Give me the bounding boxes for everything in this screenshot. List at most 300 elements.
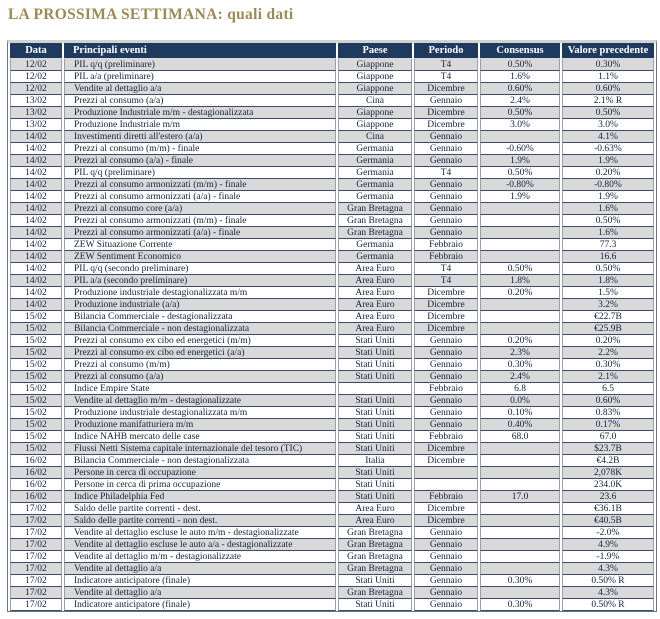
cell-event: Vendite al dettaglio m/m - destagionalizzate: [64, 395, 336, 407]
cell-event: Vendite al dettaglio escluse le auto m/m - destagionalizzate: [64, 527, 336, 539]
cell-country: Germania: [338, 143, 412, 155]
cell-date: 15/02: [10, 311, 62, 323]
cell-consensus: [480, 515, 560, 527]
cell-country: Gran Bretagna: [338, 215, 412, 227]
cell-previous-value: 1.1%: [562, 71, 654, 83]
cell-event: Bilancia Commerciale - non destagionalizzata: [64, 323, 336, 335]
cell-period: Dicembre: [414, 299, 478, 311]
cell-country: Area Euro: [338, 515, 412, 527]
cell-date: 14/02: [10, 227, 62, 239]
cell-event: Saldo delle partite correnti - non dest.: [64, 515, 336, 527]
cell-date: 13/02: [10, 95, 62, 107]
cell-previous-value: 3.0%: [562, 119, 654, 131]
cell-country: Germania: [338, 191, 412, 203]
cell-event: Vendite al dettaglio escluse le auto a/a - destagionalizzate: [64, 539, 336, 551]
cell-consensus: 1.9%: [480, 191, 560, 203]
cell-country: Gran Bretagna: [338, 539, 412, 551]
table-row: [10, 575, 654, 587]
cell-consensus: [480, 131, 560, 143]
cell-consensus: 2.3%: [480, 347, 560, 359]
cell-date: 15/02: [10, 347, 62, 359]
cell-period: Febbraio: [414, 251, 478, 263]
cell-country: Giappone: [338, 83, 412, 95]
cell-consensus: 1.8%: [480, 275, 560, 287]
cell-period: Dicembre: [414, 323, 478, 335]
cell-event: PIL a/a (secondo preliminare): [64, 275, 336, 287]
cell-previous-value: €40.5B: [562, 515, 654, 527]
cell-period: Dicembre: [414, 119, 478, 131]
cell-period: Dicembre: [414, 503, 478, 515]
cell-country: Italia: [338, 455, 412, 467]
cell-date: 17/02: [10, 551, 62, 563]
cell-consensus: 17.0: [480, 491, 560, 503]
cell-consensus: [480, 539, 560, 551]
cell-previous-value: 0.50% R: [562, 599, 654, 611]
cell-consensus: [480, 563, 560, 575]
column-header-data: Data: [10, 43, 62, 59]
cell-event: Produzione industriale destagionalizzata m/m: [64, 287, 336, 299]
cell-consensus: 1.9%: [480, 155, 560, 167]
cell-consensus: [480, 551, 560, 563]
cell-country: Stati Uniti: [338, 371, 412, 383]
cell-country: Stati Uniti: [338, 479, 412, 491]
cell-country: Germania: [338, 179, 412, 191]
table-row: [10, 215, 654, 227]
cell-event: Prezzi al consumo armonizzati (m/m) - finale: [64, 179, 336, 191]
table-row: [10, 143, 654, 155]
cell-consensus: 0.30%: [480, 575, 560, 587]
table-row: [10, 251, 654, 263]
cell-previous-value: 0.50%: [562, 263, 654, 275]
cell-consensus: [480, 467, 560, 479]
cell-event: Prezzi al consumo (a/a) - finale: [64, 155, 336, 167]
cell-country: Stati Uniti: [338, 491, 412, 503]
cell-consensus: [480, 323, 560, 335]
cell-event: Produzione Industriale m/m - destagionalizzata: [64, 107, 336, 119]
cell-period: Gennaio: [414, 335, 478, 347]
cell-consensus: 0.50%: [480, 167, 560, 179]
table-row: [10, 311, 654, 323]
cell-previous-value: 234.0K: [562, 479, 654, 491]
cell-consensus: [480, 443, 560, 455]
cell-previous-value: 4.3%: [562, 563, 654, 575]
cell-event: PIL q/q (preliminare): [64, 167, 336, 179]
cell-period: Gennaio: [414, 155, 478, 167]
cell-date: 17/02: [10, 527, 62, 539]
cell-period: Gennaio: [414, 539, 478, 551]
table-row: [10, 551, 654, 563]
table-row: [10, 95, 654, 107]
cell-consensus: -0.60%: [480, 143, 560, 155]
cell-country: Area Euro: [338, 311, 412, 323]
cell-period: [414, 479, 478, 491]
cell-country: Giappone: [338, 107, 412, 119]
table-row: [10, 515, 654, 527]
table-row: [10, 599, 654, 611]
cell-consensus: 0.0%: [480, 395, 560, 407]
cell-event: Prezzi al consumo (a/a): [64, 95, 336, 107]
cell-previous-value: 0.60%: [562, 395, 654, 407]
cell-previous-value: 0.30%: [562, 359, 654, 371]
cell-consensus: [480, 311, 560, 323]
cell-country: Stati Uniti: [338, 359, 412, 371]
cell-previous-value: 0.30%: [562, 59, 654, 71]
cell-period: Febbraio: [414, 431, 478, 443]
cell-previous-value: 2.1%: [562, 371, 654, 383]
table-row: [10, 407, 654, 419]
cell-period: Gennaio: [414, 551, 478, 563]
cell-consensus: [480, 455, 560, 467]
cell-consensus: -0.80%: [480, 179, 560, 191]
cell-period: Gennaio: [414, 227, 478, 239]
cell-country: Stati Uniti: [338, 335, 412, 347]
cell-event: Persone in cerca di prima occupazione: [64, 479, 336, 491]
cell-date: 15/02: [10, 359, 62, 371]
cell-consensus: 0.10%: [480, 407, 560, 419]
cell-event: Prezzi al consumo (m/m) - finale: [64, 143, 336, 155]
cell-consensus: 3.0%: [480, 119, 560, 131]
cell-date: 14/02: [10, 131, 62, 143]
cell-event: Vendite al dettaglio m/m - destagionalizzate: [64, 551, 336, 563]
cell-consensus: [480, 203, 560, 215]
cell-period: Gennaio: [414, 191, 478, 203]
cell-date: 17/02: [10, 587, 62, 599]
cell-country: Gran Bretagna: [338, 527, 412, 539]
cell-previous-value: 0.50% R: [562, 575, 654, 587]
cell-country: Stati Uniti: [338, 443, 412, 455]
cell-event: Indicatore anticipatore (finale): [64, 575, 336, 587]
cell-country: Stati Uniti: [338, 599, 412, 611]
table-row: [10, 227, 654, 239]
cell-date: 16/02: [10, 491, 62, 503]
cell-date: 17/02: [10, 563, 62, 575]
cell-country: Stati Uniti: [338, 395, 412, 407]
cell-previous-value: 23.6: [562, 491, 654, 503]
cell-consensus: [480, 239, 560, 251]
column-header-valore-precedente: Valore precedente: [562, 43, 654, 59]
cell-period: Febbraio: [414, 239, 478, 251]
cell-event: Indice Philadelphia Fed: [64, 491, 336, 503]
table-row: [10, 431, 654, 443]
cell-consensus: [480, 227, 560, 239]
cell-event: Bilancia Commerciale - non destagionalizzata: [64, 455, 336, 467]
cell-event: Produzione industriale destagionalizzata m/m: [64, 407, 336, 419]
table-row: [10, 395, 654, 407]
cell-date: 15/02: [10, 443, 62, 455]
cell-event: PIL a/a (preliminare): [64, 71, 336, 83]
cell-date: 17/02: [10, 515, 62, 527]
cell-period: Gennaio: [414, 179, 478, 191]
cell-country: Area Euro: [338, 503, 412, 515]
cell-event: Flussi Netti Sistema capitale internazionale del tesoro (TIC): [64, 443, 336, 455]
cell-period: T4: [414, 263, 478, 275]
cell-date: 14/02: [10, 191, 62, 203]
cell-date: 16/02: [10, 479, 62, 491]
cell-previous-value: €4.2B: [562, 455, 654, 467]
cell-event: Produzione industriale (a/a): [64, 299, 336, 311]
table-row: [10, 59, 654, 71]
cell-period: Gennaio: [414, 359, 478, 371]
cell-country: Area Euro: [338, 263, 412, 275]
cell-consensus: [480, 299, 560, 311]
cell-previous-value: 0.50%: [562, 215, 654, 227]
cell-period: Febbraio: [414, 491, 478, 503]
cell-consensus: 6.8: [480, 383, 560, 395]
cell-date: 17/02: [10, 599, 62, 611]
cell-previous-value: $23.7B: [562, 443, 654, 455]
cell-consensus: 1.6%: [480, 71, 560, 83]
table-row: [10, 479, 654, 491]
page-title: LA PROSSIMA SETTIMANA: quali dati: [8, 6, 294, 23]
cell-date: 15/02: [10, 383, 62, 395]
cell-period: Dicembre: [414, 83, 478, 95]
cell-country: Giappone: [338, 71, 412, 83]
cell-period: Gennaio: [414, 563, 478, 575]
cell-consensus: 0.50%: [480, 59, 560, 71]
cell-period: Dicembre: [414, 287, 478, 299]
column-header-principali-eventi: Principali eventi: [64, 43, 336, 59]
cell-event: Persone in cerca di occupazione: [64, 467, 336, 479]
cell-date: 14/02: [10, 179, 62, 191]
cell-country: Stati Uniti: [338, 431, 412, 443]
cell-previous-value: 0.50%: [562, 107, 654, 119]
cell-consensus: [480, 587, 560, 599]
cell-event: PIL q/q (preliminare): [64, 59, 336, 71]
table-row: [10, 71, 654, 83]
cell-country: Germania: [338, 155, 412, 167]
cell-event: Indice Empire State: [64, 383, 336, 395]
cell-date: 12/02: [10, 59, 62, 71]
cell-event: Vendite al dettaglio a/a: [64, 83, 336, 95]
cell-event: Prezzi al consumo (a/a): [64, 371, 336, 383]
cell-period: Dicembre: [414, 455, 478, 467]
cell-event: Indice NAHB mercato delle case: [64, 431, 336, 443]
cell-country: Gran Bretagna: [338, 551, 412, 563]
column-header-consensus: Consensus: [480, 43, 560, 59]
table-header: [10, 43, 654, 59]
table-row: [10, 359, 654, 371]
cell-previous-value: 2.2%: [562, 347, 654, 359]
cell-previous-value: 4.9%: [562, 539, 654, 551]
table-row: [10, 587, 654, 599]
cell-previous-value: 67.0: [562, 431, 654, 443]
table-row: [10, 203, 654, 215]
cell-country: Gran Bretagna: [338, 563, 412, 575]
table-row: [10, 503, 654, 515]
table-row: [10, 191, 654, 203]
cell-period: [414, 467, 478, 479]
table-row: [10, 383, 654, 395]
cell-date: 17/02: [10, 503, 62, 515]
cell-previous-value: 1.9%: [562, 155, 654, 167]
table-row: [10, 347, 654, 359]
column-header-paese: Paese: [338, 43, 412, 59]
cell-period: Gennaio: [414, 527, 478, 539]
cell-event: Prezzi al consumo ex cibo ed energetici (a/a): [64, 347, 336, 359]
cell-date: 15/02: [10, 323, 62, 335]
cell-period: Gennaio: [414, 407, 478, 419]
cell-consensus: 68.0: [480, 431, 560, 443]
cell-previous-value: 2,078K: [562, 467, 654, 479]
cell-event: Investimenti diretti all'estero (a/a): [64, 131, 336, 143]
cell-period: Dicembre: [414, 515, 478, 527]
cell-event: Saldo delle partite correnti - dest.: [64, 503, 336, 515]
cell-date: 15/02: [10, 395, 62, 407]
table-row: [10, 119, 654, 131]
cell-period: Gennaio: [414, 203, 478, 215]
cell-consensus: [480, 251, 560, 263]
cell-country: Cina: [338, 131, 412, 143]
cell-previous-value: 1.8%: [562, 275, 654, 287]
cell-previous-value: 0.20%: [562, 167, 654, 179]
cell-country: Area Euro: [338, 299, 412, 311]
cell-country: Gran Bretagna: [338, 203, 412, 215]
cell-country: Stati Uniti: [338, 467, 412, 479]
table-row: [10, 371, 654, 383]
cell-country: Gran Bretagna: [338, 587, 412, 599]
cell-period: Gennaio: [414, 131, 478, 143]
cell-date: 15/02: [10, 371, 62, 383]
table-row: [10, 131, 654, 143]
cell-previous-value: 0.20%: [562, 335, 654, 347]
cell-period: Gennaio: [414, 347, 478, 359]
cell-period: Gennaio: [414, 575, 478, 587]
cell-date: 14/02: [10, 215, 62, 227]
cell-country: [338, 383, 412, 395]
cell-consensus: [480, 215, 560, 227]
cell-date: 15/02: [10, 335, 62, 347]
cell-previous-value: 1.6%: [562, 203, 654, 215]
cell-period: Dicembre: [414, 107, 478, 119]
cell-country: Giappone: [338, 59, 412, 71]
cell-country: Area Euro: [338, 275, 412, 287]
cell-country: Stati Uniti: [338, 347, 412, 359]
cell-event: Produzione Industriale m/m: [64, 119, 336, 131]
cell-period: Gennaio: [414, 599, 478, 611]
cell-consensus: [480, 527, 560, 539]
cell-event: Indicatore anticipatore (finale): [64, 599, 336, 611]
cell-date: 14/02: [10, 251, 62, 263]
table-row: [10, 491, 654, 503]
table-row: [10, 275, 654, 287]
table-row: [10, 539, 654, 551]
cell-consensus: 2.4%: [480, 371, 560, 383]
cell-date: 13/02: [10, 107, 62, 119]
header-row: [10, 43, 654, 59]
table-row: [10, 455, 654, 467]
table-row: [10, 83, 654, 95]
cell-consensus: 0.30%: [480, 359, 560, 371]
cell-country: Giappone: [338, 119, 412, 131]
cell-event: ZEW Sentiment Economico: [64, 251, 336, 263]
cell-country: Stati Uniti: [338, 407, 412, 419]
cell-date: 14/02: [10, 155, 62, 167]
cell-date: 14/02: [10, 239, 62, 251]
cell-period: T4: [414, 71, 478, 83]
cell-previous-value: -1.9%: [562, 551, 654, 563]
cell-country: Cina: [338, 95, 412, 107]
cell-country: Germania: [338, 239, 412, 251]
cell-consensus: 0.30%: [480, 599, 560, 611]
cell-period: Gennaio: [414, 587, 478, 599]
cell-previous-value: 1.5%: [562, 287, 654, 299]
cell-country: Area Euro: [338, 323, 412, 335]
cell-event: Prezzi al consumo core (a/a): [64, 203, 336, 215]
cell-previous-value: €25.9B: [562, 323, 654, 335]
cell-event: Vendite al dettaglio a/a: [64, 563, 336, 575]
cell-previous-value: 0.83%: [562, 407, 654, 419]
cell-date: 14/02: [10, 143, 62, 155]
cell-event: Prezzi al consumo armonizzati (a/a) - finale: [64, 191, 336, 203]
cell-previous-value: 1.9%: [562, 191, 654, 203]
cell-consensus: 0.20%: [480, 335, 560, 347]
cell-event: Prezzi al consumo armonizzati (a/a) - finale: [64, 227, 336, 239]
table-row: [10, 287, 654, 299]
cell-event: Vendite al dettaglio a/a: [64, 587, 336, 599]
table-row: [10, 107, 654, 119]
cell-previous-value: 4.1%: [562, 131, 654, 143]
cell-previous-value: €22.7B: [562, 311, 654, 323]
cell-consensus: 0.40%: [480, 419, 560, 431]
cell-previous-value: -0.63%: [562, 143, 654, 155]
cell-event: Produzione manifatturiera m/m: [64, 419, 336, 431]
cell-event: PIL q/q (secondo preliminare): [64, 263, 336, 275]
cell-period: Gennaio: [414, 395, 478, 407]
cell-date: 14/02: [10, 275, 62, 287]
cell-period: Gennaio: [414, 143, 478, 155]
cell-country: Gran Bretagna: [338, 227, 412, 239]
cell-period: T4: [414, 59, 478, 71]
cell-date: 12/02: [10, 83, 62, 95]
cell-period: Dicembre: [414, 311, 478, 323]
cell-country: Germania: [338, 251, 412, 263]
cell-date: 17/02: [10, 575, 62, 587]
cell-period: Febbraio: [414, 383, 478, 395]
cell-period: Gennaio: [414, 215, 478, 227]
cell-previous-value: 77.3: [562, 239, 654, 251]
cell-previous-value: €36.1B: [562, 503, 654, 515]
cell-period: T4: [414, 167, 478, 179]
cell-date: 14/02: [10, 203, 62, 215]
economic-calendar-table: [7, 40, 657, 612]
cell-event: Prezzi al consumo ex cibo ed energetici (m/m): [64, 335, 336, 347]
cell-consensus: 0.20%: [480, 287, 560, 299]
cell-date: 13/02: [10, 119, 62, 131]
cell-period: T4: [414, 275, 478, 287]
cell-consensus: 0.50%: [480, 263, 560, 275]
cell-date: 17/02: [10, 539, 62, 551]
cell-consensus: [480, 479, 560, 491]
cell-consensus: 0.60%: [480, 83, 560, 95]
cell-previous-value: 6.5: [562, 383, 654, 395]
table-row: [10, 563, 654, 575]
cell-previous-value: 3.2%: [562, 299, 654, 311]
cell-consensus: [480, 503, 560, 515]
cell-country: Area Euro: [338, 287, 412, 299]
cell-consensus: 0.50%: [480, 107, 560, 119]
table-row: [10, 179, 654, 191]
table-row: [10, 239, 654, 251]
cell-date: 15/02: [10, 431, 62, 443]
cell-date: 15/02: [10, 407, 62, 419]
cell-period: Dicembre: [414, 443, 478, 455]
cell-period: Gennaio: [414, 419, 478, 431]
cell-event: Bilancia Commerciale - destagionalizzata: [64, 311, 336, 323]
cell-period: Gennaio: [414, 371, 478, 383]
cell-consensus: 2.4%: [480, 95, 560, 107]
cell-date: 12/02: [10, 71, 62, 83]
table-row: [10, 443, 654, 455]
